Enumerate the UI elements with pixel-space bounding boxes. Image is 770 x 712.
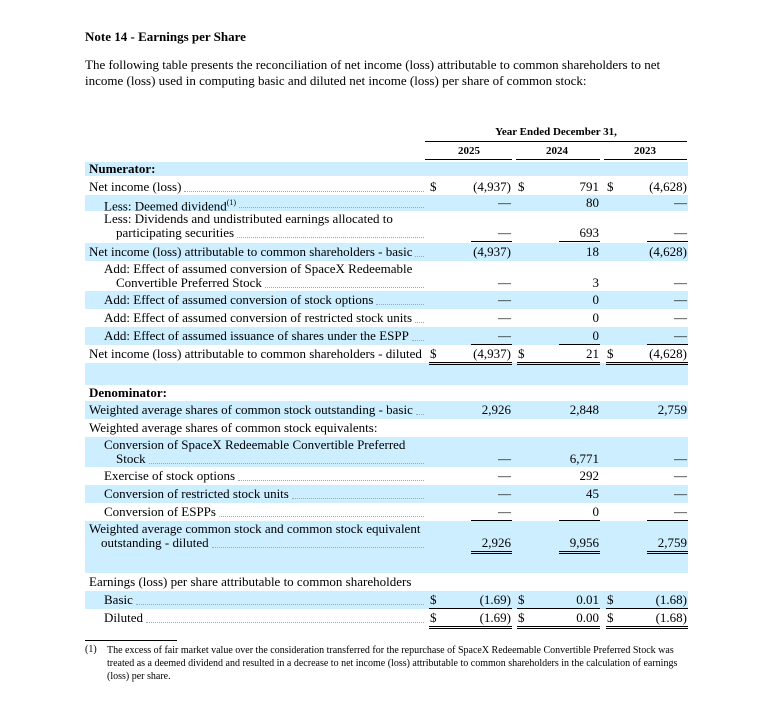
row-label-text: Diluted bbox=[104, 610, 143, 625]
value-2024: 6,771 bbox=[569, 451, 599, 466]
value-2025: — bbox=[498, 486, 511, 501]
value-2024: 80 bbox=[586, 195, 599, 210]
value-2024: 21 bbox=[586, 346, 599, 361]
table-row bbox=[85, 503, 688, 521]
value-2025: — bbox=[498, 310, 511, 325]
dollar-sign: $ bbox=[518, 179, 525, 194]
row-label-line: Conversion of SpaceX Redeemable Convertible Preferred bbox=[104, 437, 406, 452]
row-label-text: Less: Deemed dividend bbox=[104, 198, 227, 214]
row-label-text: Weighted average shares of common stock equivalents: bbox=[89, 420, 378, 435]
value-2025: — bbox=[498, 504, 511, 519]
double-underline bbox=[429, 362, 512, 365]
row-label-text: Add: Effect of assumed conversion of stock options bbox=[104, 292, 374, 307]
value-2023: — bbox=[674, 275, 687, 290]
row-label bbox=[104, 311, 412, 325]
single-underline bbox=[647, 241, 688, 242]
row-label-line: outstanding - diluted bbox=[101, 535, 209, 550]
table-row bbox=[85, 573, 688, 591]
row-label-text: Basic bbox=[104, 592, 133, 607]
table-row bbox=[85, 309, 688, 327]
value-2024: 0.01 bbox=[576, 592, 599, 607]
value-2023: — bbox=[674, 328, 687, 343]
leader-dots bbox=[184, 191, 424, 192]
dollar-sign: $ bbox=[518, 346, 525, 361]
dollar-sign: $ bbox=[430, 610, 437, 625]
row-label bbox=[104, 469, 235, 483]
double-underline bbox=[517, 626, 600, 629]
year-rule-2025 bbox=[425, 159, 512, 160]
row-label-text: Net income (loss) attributable to common shareholders - diluted bbox=[89, 346, 422, 361]
value-2024: 3 bbox=[592, 275, 599, 290]
value-2025: — bbox=[498, 225, 511, 240]
dollar-sign: $ bbox=[607, 179, 614, 194]
table-row bbox=[85, 162, 688, 176]
value-2023: 2,759 bbox=[657, 535, 687, 550]
double-underline bbox=[606, 362, 688, 365]
value-2023: 2,759 bbox=[657, 402, 687, 417]
year-header-2025: 2025 bbox=[458, 145, 480, 157]
year-header-2023: 2023 bbox=[634, 145, 656, 157]
value-2025: (1.69) bbox=[479, 610, 511, 625]
value-2023: — bbox=[674, 486, 687, 501]
double-underline bbox=[471, 551, 512, 554]
value-2024: 45 bbox=[586, 486, 599, 501]
value-2025: — bbox=[498, 292, 511, 307]
row-label bbox=[104, 505, 216, 519]
value-2024: 0 bbox=[592, 310, 599, 325]
footnote-rule bbox=[85, 640, 177, 641]
value-2023: — bbox=[674, 504, 687, 519]
leader-dots bbox=[265, 287, 424, 288]
spacer-row bbox=[85, 553, 688, 573]
value-2024: 0 bbox=[592, 504, 599, 519]
value-2025: (4,937) bbox=[473, 179, 511, 194]
row-label-text: Exercise of stock options bbox=[104, 468, 236, 483]
dollar-sign: $ bbox=[430, 592, 437, 607]
value-2023: — bbox=[674, 225, 687, 240]
value-2025: (1.69) bbox=[479, 592, 511, 607]
value-2023: — bbox=[674, 195, 687, 210]
leader-dots bbox=[412, 340, 424, 341]
dollar-sign: $ bbox=[430, 346, 437, 361]
value-2025: (4,937) bbox=[473, 346, 511, 361]
leader-dots bbox=[146, 622, 424, 623]
leader-dots bbox=[238, 480, 424, 481]
row-label bbox=[89, 575, 411, 589]
table-row bbox=[85, 467, 688, 485]
section-heading bbox=[89, 386, 167, 400]
value-2024: 18 bbox=[586, 244, 599, 259]
leader-dots bbox=[415, 256, 424, 257]
table-row bbox=[85, 327, 688, 345]
row-label-text: Weighted average shares of common stock outstanding - basic bbox=[89, 402, 413, 417]
row-label-text: Numerator: bbox=[89, 161, 156, 176]
leader-dots bbox=[376, 304, 424, 305]
row-label-text: Net income (loss) bbox=[89, 179, 182, 194]
double-underline bbox=[517, 362, 600, 365]
row-label bbox=[104, 329, 409, 343]
dollar-sign: $ bbox=[518, 592, 525, 607]
dollar-sign: $ bbox=[607, 346, 614, 361]
value-2024: 292 bbox=[579, 468, 599, 483]
value-2023: (4,628) bbox=[649, 244, 687, 259]
row-label-text: Denominator: bbox=[89, 385, 167, 400]
value-2025: — bbox=[498, 275, 511, 290]
row-label-line: participating securities bbox=[116, 225, 235, 240]
row-label-text: Add: Effect of assumed conversion of restricted stock units bbox=[104, 310, 413, 325]
value-2024: 0 bbox=[592, 292, 599, 307]
row-label-line: Weighted average common stock and common stock equivalent bbox=[89, 521, 421, 536]
value-2024: 0.00 bbox=[576, 610, 599, 625]
value-2025: 2,926 bbox=[481, 402, 511, 417]
note-title: Note 14 - Earnings per Share bbox=[85, 29, 246, 44]
table-row bbox=[85, 345, 688, 363]
table-row bbox=[85, 243, 688, 261]
year-rule-2024 bbox=[516, 159, 600, 160]
row-label bbox=[89, 245, 412, 259]
footnote-text: The excess of fair market value over the consideration transferred for the repurchase of SpaceX Redeemable Convertible Preferred Stock was treated as a deemed dividend and resulted in a decrease to net income (loss) attributable to common shareholders in the calculation of earnings (loss) per share. bbox=[107, 645, 678, 682]
period-header-rule bbox=[425, 141, 687, 142]
leader-dots bbox=[416, 414, 424, 415]
value-2023: — bbox=[674, 468, 687, 483]
period-header: Year Ended December 31, bbox=[495, 126, 617, 138]
table-row bbox=[85, 419, 688, 437]
value-2023: (1.68) bbox=[655, 610, 687, 625]
row-label-line: Less: Dividends and undistributed earnings allocated to bbox=[104, 211, 393, 226]
row-label-text: Earnings (loss) per share attributable to common shareholders bbox=[89, 574, 412, 589]
value-2024: 2,848 bbox=[569, 402, 599, 417]
leader-dots bbox=[136, 604, 424, 605]
value-2023: (1.68) bbox=[655, 592, 687, 607]
table-row bbox=[85, 437, 688, 467]
value-2025: — bbox=[498, 468, 511, 483]
table-row bbox=[85, 485, 688, 503]
table-row bbox=[85, 291, 688, 309]
table-row bbox=[85, 609, 688, 627]
dollar-sign: $ bbox=[430, 179, 437, 194]
single-underline bbox=[471, 241, 512, 242]
row-label bbox=[89, 421, 377, 435]
row-label bbox=[104, 293, 373, 307]
value-2024: 693 bbox=[579, 225, 599, 240]
row-label bbox=[89, 180, 181, 194]
table-row bbox=[85, 521, 688, 553]
leader-dots bbox=[219, 516, 424, 517]
leader-dots bbox=[415, 322, 424, 323]
single-underline bbox=[559, 241, 600, 242]
leader-dots bbox=[292, 498, 424, 499]
table-row bbox=[85, 195, 688, 214]
row-label-line: Stock bbox=[116, 451, 146, 466]
row-label-text: Conversion of ESPPs bbox=[104, 504, 216, 519]
table-row bbox=[85, 401, 688, 419]
value-2025: (4,937) bbox=[473, 244, 511, 259]
row-label bbox=[89, 403, 413, 417]
value-2023: — bbox=[674, 451, 687, 466]
value-2023: — bbox=[674, 310, 687, 325]
leader-dots bbox=[239, 207, 424, 208]
row-label bbox=[104, 487, 289, 501]
table-row bbox=[85, 591, 688, 609]
dollar-sign: $ bbox=[518, 610, 525, 625]
year-rule-2023 bbox=[604, 159, 687, 160]
value-2023: — bbox=[674, 292, 687, 307]
leader-dots bbox=[212, 547, 424, 548]
value-2023: (4,628) bbox=[649, 346, 687, 361]
row-label-line: Add: Effect of assumed conversion of SpaceX Redeemable bbox=[104, 261, 413, 276]
row-label bbox=[104, 611, 143, 625]
year-header-2024: 2024 bbox=[546, 145, 568, 157]
double-underline bbox=[429, 626, 512, 629]
table-row bbox=[85, 261, 688, 291]
row-label-text: Add: Effect of assumed issuance of shares under the ESPP bbox=[104, 328, 409, 343]
row-label-text: Net income (loss) attributable to common shareholders - basic bbox=[89, 244, 413, 259]
leader-dots bbox=[237, 237, 424, 238]
double-underline bbox=[606, 626, 688, 629]
table-row bbox=[85, 385, 688, 401]
table-row bbox=[85, 179, 688, 195]
value-2025: 2,926 bbox=[481, 535, 511, 550]
spacer-row bbox=[85, 363, 688, 385]
footnote-marker: (1) bbox=[85, 644, 97, 655]
value-2025: — bbox=[498, 195, 511, 210]
value-2024: 9,956 bbox=[569, 535, 599, 550]
row-label bbox=[104, 593, 133, 607]
value-2024: 0 bbox=[592, 328, 599, 343]
value-2023: (4,628) bbox=[649, 179, 687, 194]
row-label bbox=[89, 347, 422, 361]
note-intro: The following table presents the reconciliation of net income (loss) attributable to common shareholders to net income (loss) used in computing basic and diluted net income (loss) per share of common stock: bbox=[85, 57, 661, 88]
row-label-line: Convertible Preferred Stock bbox=[116, 275, 262, 290]
dollar-sign: $ bbox=[607, 592, 614, 607]
row-label-text: Conversion of restricted stock units bbox=[104, 486, 289, 501]
leader-dots bbox=[149, 463, 424, 464]
dollar-sign: $ bbox=[607, 610, 614, 625]
double-underline bbox=[559, 551, 600, 554]
double-underline bbox=[647, 551, 688, 554]
footnote-reference: (1) bbox=[226, 198, 237, 207]
value-2025: — bbox=[498, 328, 511, 343]
table-row bbox=[85, 211, 688, 243]
section-heading bbox=[89, 162, 155, 176]
value-2025: — bbox=[498, 451, 511, 466]
value-2024: 791 bbox=[579, 179, 599, 194]
